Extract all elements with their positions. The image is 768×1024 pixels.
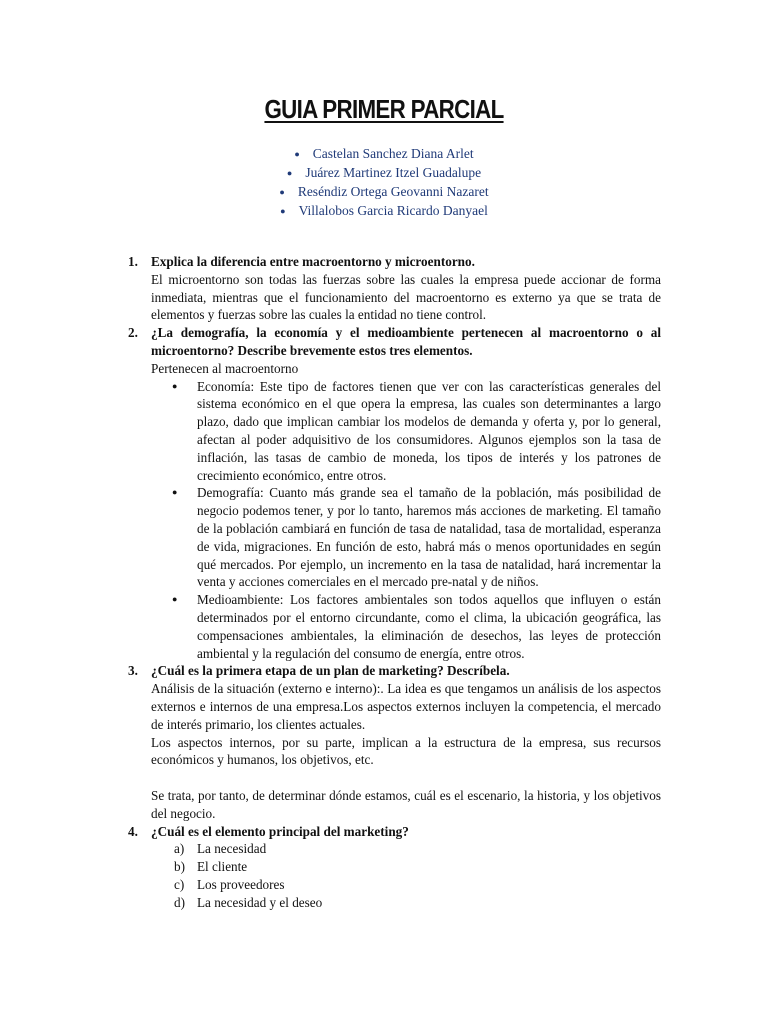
bullet-icon: ● (294, 148, 300, 159)
answer-paragraph: Pertenecen al macroentorno (151, 360, 299, 376)
bullet-item-economia (174, 378, 661, 485)
question-number: 1. (128, 254, 138, 269)
option-text: La necesidad y el deseo (197, 894, 323, 910)
bullet-item-medioambiente (174, 591, 661, 662)
bullet-icon: ● (280, 206, 286, 217)
author-item (0, 145, 768, 164)
answer-paragraph: Análisis de la situación (externo e interno):. La idea es que tengamos un análisis de los aspectos externos e internos de una empresa.Los aspectos externos incluyen la competencia, el mercado de interés primario, los clientes actuales. (151, 681, 661, 732)
author-name: Villalobos Garcia Ricardo Danyael (298, 203, 488, 219)
question-list (128, 253, 661, 911)
option-list (128, 840, 661, 911)
option-letter: d) (174, 894, 185, 910)
option-item (174, 840, 661, 858)
bullet-text: Medioambiente: Los factores ambientales son todos aquellos que influyen o están determinados por el entorno circundante, como el clima, la ubicación geográfica, las compensaciones ambientales, la eliminación de desechos, las leyes de protección ambiental y la regulación del consumo de energía, entre otros. (197, 592, 661, 661)
question-text: ¿Cuál es el elemento principal del marketing? (151, 823, 409, 839)
author-list (0, 145, 768, 222)
option-item (174, 876, 661, 894)
question-3 (128, 662, 661, 680)
page-title: GUIA PRIMER PARCIAL (264, 94, 504, 124)
option-text: Los proveedores (197, 876, 285, 892)
option-item (174, 858, 661, 876)
bullet-text: Economía: Este tipo de factores tienen que ver con las características generales del sistema económico en el que opera la empresa, las cuales son determinantes a largo plazo, dado que implican cambiar los modelos de demanda y oferta y, por lo general, afectan al poder adquisitivo de los consumidores. Algunos ejemplos son la tasa de inflación, las tasas de cambio de moneda, los tipos de interés y los patrones de crecimiento económico, entre otros. (197, 378, 661, 483)
author-name: Juárez Martinez Itzel Guadalupe (305, 165, 482, 181)
answer-bullet-list (128, 378, 661, 663)
question-text: Explica la diferencia entre macroentorno y microentorno. (151, 254, 475, 269)
option-letter: c) (174, 876, 185, 892)
question-text: ¿Cuál es la primera etapa de un plan de marketing? Descríbela. (151, 663, 510, 679)
bullet-icon: ● (279, 186, 285, 197)
question-4 (128, 823, 661, 841)
author-name: Reséndiz Ortega Geovanni Nazaret (297, 184, 489, 200)
answer-paragraph: Los aspectos internos, por su parte, implican a la estructura de la empresa, sus recursos económicos y humanos, los objetivos, etc. (151, 734, 661, 768)
option-text: La necesidad (197, 841, 267, 857)
bullet-icon: ● (172, 594, 178, 605)
option-item (174, 894, 661, 912)
question-number: 3. (128, 663, 138, 679)
bullet-icon: ● (172, 487, 178, 498)
answer-paragraph: El microentorno son todas las fuerzas sobre las cuales la empresa puede accionar de forma inmediata, mientras que el funcionamiento del macroentorno es externo ya que se trata de elementos y fuerzas sobre las cuales la entidad no tiene control. (151, 271, 661, 323)
bullet-text: Demografía: Cuanto más grande sea el tamaño de la población, más posibilidad de negocio podemos tener, y por lo tanto, haremos más acciones de marketing. El tamaño de la población cambiará en función de tasa de natalidad, tasa de mortalidad, esperanza de vida, migraciones. En función de esto, habrá más o menos oportunidades en según qué mercados. Por ejemplo, un incremento en la tasa de natalidad, hará incrementar la venta y acciones comerciales en el mercado pre-natal y de niños. (197, 485, 661, 590)
author-item (0, 164, 768, 183)
author-name: Castelan Sanchez Diana Arlet (312, 146, 474, 161)
bullet-icon: ● (172, 380, 178, 391)
author-item (0, 183, 768, 202)
bullet-item-demografia (174, 484, 661, 591)
question-1 (128, 253, 661, 271)
author-item (0, 202, 768, 221)
bullet-icon: ● (286, 167, 293, 178)
question-text: ¿La demografía, la economía y el medioambiente pertenecen al macroentorno o al microentorno? Describe brevemente estos tres elementos. (151, 325, 661, 358)
blank-line (128, 769, 661, 787)
option-letter: a) (174, 841, 185, 857)
question-number: 2. (128, 325, 138, 341)
option-letter: b) (174, 859, 185, 875)
option-text: El cliente (197, 859, 248, 875)
question-2 (128, 324, 661, 360)
question-number: 4. (128, 823, 138, 839)
answer-paragraph: Se trata, por tanto, de determinar dónde estamos, cuál es el escenario, la historia, y los objetivos del negocio. (151, 787, 661, 821)
